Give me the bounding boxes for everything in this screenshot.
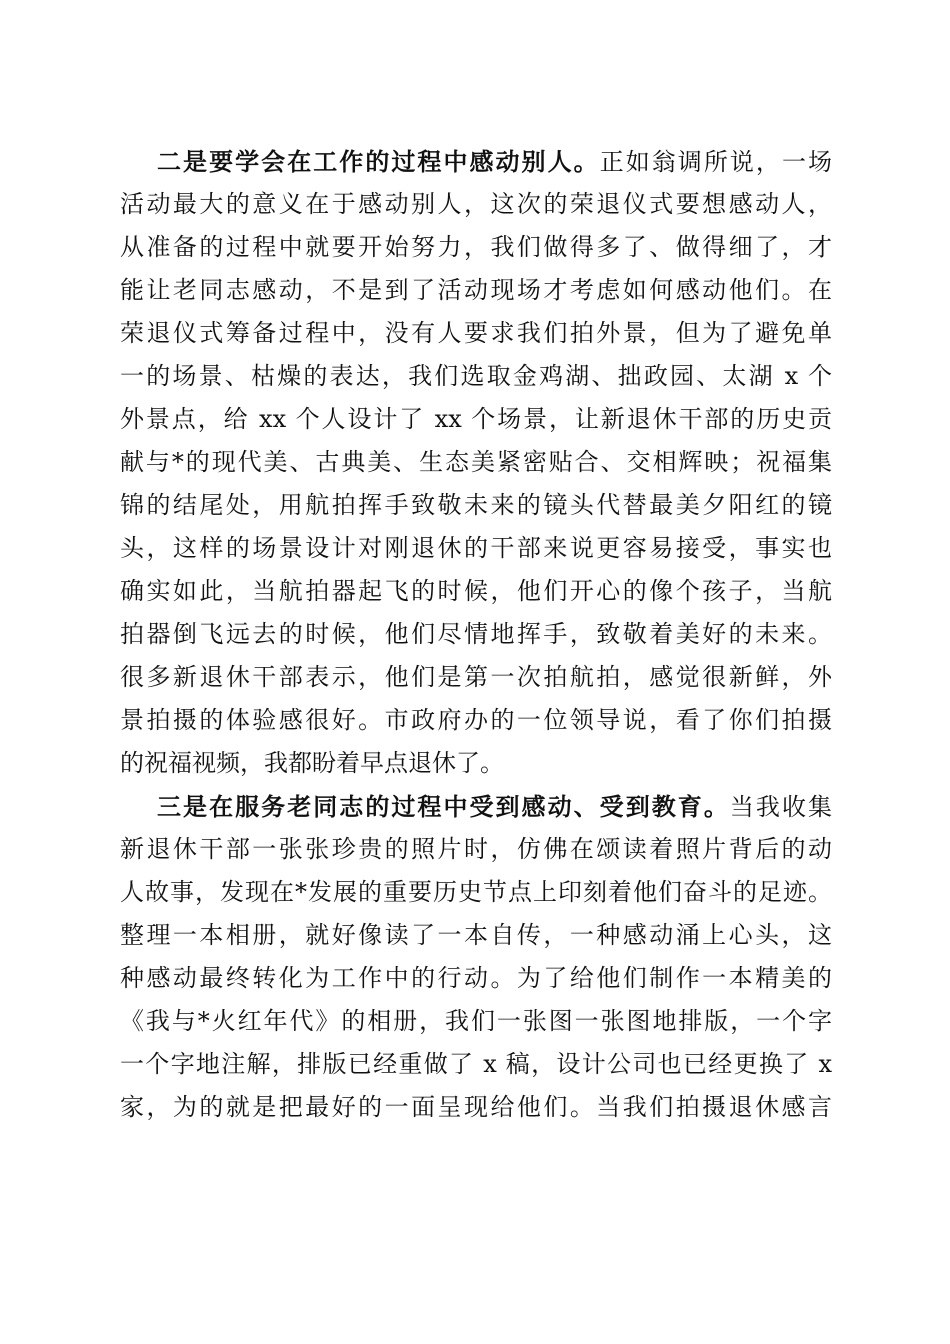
paragraph-lead: 三是在服务老同志的过程中受到感动、受到教育。 (157, 792, 730, 821)
paragraph-1 (120, 140, 832, 785)
paragraph-line: 确实如此，当航拍器起飞的时候，他们开心的像个孩子，当航 (120, 577, 832, 605)
paragraph-line: 荣退仪式筹备过程中，没有人要求我们拍外景，但为了避免单 (120, 319, 832, 347)
document-page (120, 140, 832, 1129)
paragraph-line: 人故事，发现在*发展的重要历史节点上印刻着他们奋斗的足迹。 (120, 878, 832, 906)
paragraph-2 (120, 785, 832, 1129)
paragraph-line: 一的场景、枯燥的表达，我们选取金鸡湖、拙政园、太湖 x 个 (120, 362, 832, 390)
paragraph-line: 三是在服务老同志的过程中受到感动、受到教育。当我收集 (157, 792, 833, 821)
paragraph-line: 家，为的就是把最好的一面呈现给他们。当我们拍摄退休感言 (120, 1093, 832, 1121)
paragraph-line: 整理一本相册，就好像读了一本自传，一种感动涌上心头，这 (120, 921, 832, 949)
paragraph-line: 活动最大的意义在于感动别人，这次的荣退仪式要想感动人， (120, 190, 832, 218)
paragraph-line: 很多新退休干部表示，他们是第一次拍航拍，感觉很新鲜，外 (120, 663, 832, 691)
paragraph-line: 头，这样的场景设计对刚退休的干部来说更容易接受，事实也 (120, 534, 832, 562)
paragraph-line: 从准备的过程中就要开始努力，我们做得多了、做得细了，才 (120, 233, 832, 261)
paragraph-line: 献与*的现代美、古典美、生态美紧密贴合、交相辉映；祝福集 (120, 448, 832, 476)
paragraph-line: 拍器倒飞远去的时候，他们尽情地挥手，致敬着美好的未来。 (120, 620, 832, 648)
paragraph-line: 能让老同志感动，不是到了活动现场才考虑如何感动他们。在 (120, 276, 832, 304)
paragraph-line: 二是要学会在工作的过程中感动别人。正如翁调所说，一场 (157, 147, 833, 176)
paragraph-line: 新退休干部一张张珍贵的照片时，仿佛在颂读着照片背后的动 (120, 835, 832, 863)
paragraph-line: 景拍摄的体验感很好。市政府办的一位领导说，看了你们拍摄 (120, 706, 832, 734)
paragraph-line: 种感动最终转化为工作中的行动。为了给他们制作一本精美的 (120, 964, 832, 992)
paragraph-lead: 二是要学会在工作的过程中感动别人。 (157, 147, 600, 176)
paragraph-line: 的祝福视频，我都盼着早点退休了。 (120, 749, 504, 777)
paragraph-line: 一个字地注解，排版已经重做了 x 稿，设计公司也已经更换了 x (120, 1050, 832, 1078)
paragraph-line: 锦的结尾处，用航拍挥手致敬未来的镜头代替最美夕阳红的镜 (120, 491, 832, 519)
paragraph-line: 外景点，给 xx 个人设计了 xx 个场景，让新退休干部的历史贡 (120, 405, 832, 433)
paragraph-line: 《我与*火红年代》的相册，我们一张图一张图地排版，一个字 (120, 1007, 832, 1035)
